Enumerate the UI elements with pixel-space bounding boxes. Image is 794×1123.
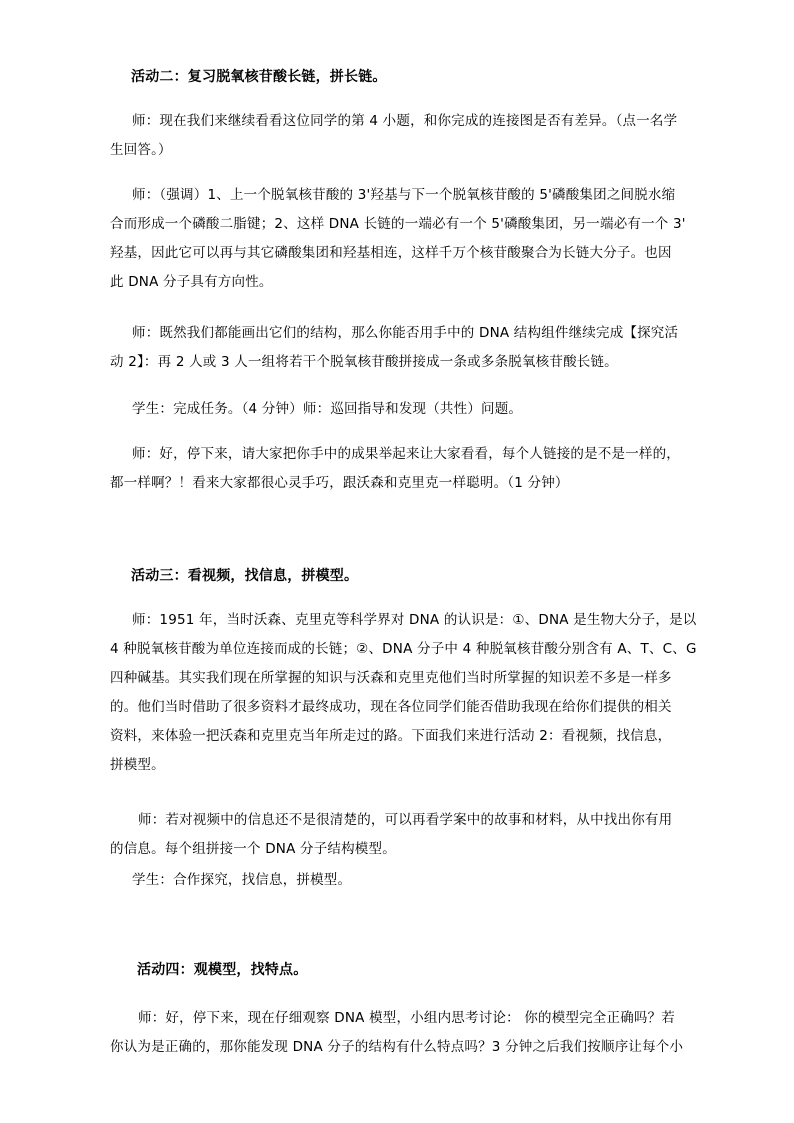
section-heading-activity-3: 活动三：看视频，找信息，拼模型。 xyxy=(131,568,359,584)
paragraph xyxy=(110,181,690,297)
text-line: 师：现在我们来继续看看这位同学的第 4 小题，和你完成的连接图是否有差异。（点一名学 xyxy=(132,113,678,129)
text-line: 动 2】：再 2 人或 3 人一组将若干个脱氧核苷酸拼接成一条或多条脱氧核苷酸长链。 xyxy=(110,354,618,370)
text-line: 都一样啊？！看来大家都很心灵手巧，跟沃森和克里克一样聪明。（1 分钟） xyxy=(110,475,569,491)
text-line: 生回答。） xyxy=(110,142,172,158)
paragraph xyxy=(110,440,690,498)
paragraph xyxy=(110,866,690,895)
paragraph xyxy=(110,395,690,424)
text-line: 师：好，停下来，现在仔细观察 DNA 模型，小组内思考讨论： 你的模型完全正确吗？若 xyxy=(138,1010,676,1026)
text-line: 合而形成一个磷酸二脂键；2、这样 DNA 长链的一端必有一个 5'磷酸集团，另一端必有一个 3' xyxy=(110,216,686,232)
text-line: 师：好，停下来，请大家把你手中的成果举起来让大家看看，每个人链接的是不是一样的， xyxy=(132,446,680,462)
paragraph xyxy=(110,107,690,165)
text-line: 师：1951 年，当时沃森、克里克等科学界对 DNA 的认识是：①、DNA 是生物大分子，是以 xyxy=(132,612,697,628)
paragraph xyxy=(110,319,690,377)
text-line: 拼模型。 xyxy=(110,757,165,773)
text-line: 的信息。每个组拼接一个 DNA 分子结构模型。 xyxy=(110,841,396,857)
text-line: 师：（强调）1、上一个脱氧核苷酸的 3'羟基与下一个脱氧核苷酸的 5'磷酸集团之间脱水缩 xyxy=(132,187,676,203)
text-line: 的。他们当时借助了很多资料才最终成功，现在各位同学们能否借助我现在给你们提供的相关 xyxy=(110,699,672,715)
text-line: 四种碱基。其实我们现在所掌握的知识与沃森和克里克他们当时所掌握的知识差不多是一样多 xyxy=(110,670,672,686)
paragraph xyxy=(110,606,697,780)
text-line: 资料，来体验一把沃森和克里克当年所走过的路。下面我们来进行活动 2：看视频，找信息， xyxy=(110,728,672,744)
text-line: 4 种脱氧核苷酸为单位连接而成的长链；②、DNA 分子中 4 种脱氧核苷酸分别含有 A、T、C、G xyxy=(110,641,697,657)
text-line: 你认为是正确的，那你能发现 DNA 分子的结构有什么特点吗？3 分钟之后我们按顺序让每个小 xyxy=(110,1039,684,1055)
text-line: 羟基，因此它可以再与其它磷酸集团和羟基相连，这样千万个核苷酸聚合为长链大分子。也因 xyxy=(110,245,672,261)
text-line: 师：既然我们都能画出它们的结构，那么你能否用手中的 DNA 结构组件继续完成【探究活 xyxy=(132,325,679,341)
text-line: 学生：完成任务。（4 分钟）师：巡回指导和发现（共性）问题。 xyxy=(132,401,523,417)
section-heading-activity-4: 活动四：观模型，找特点。 xyxy=(137,962,308,978)
text-line: 师：若对视频中的信息还不是很清楚的，可以再看学案中的故事和材料，从中找出你有用 xyxy=(138,812,673,828)
paragraph xyxy=(110,806,690,864)
section-heading-activity-2: 活动二：复习脱氧核苷酸长链，拼长链。 xyxy=(131,69,387,85)
text-line: 学生：合作探究，找信息，拼模型。 xyxy=(132,872,352,888)
paragraph xyxy=(110,1004,690,1062)
text-line: 此 DNA 分子具有方向性。 xyxy=(110,274,273,290)
